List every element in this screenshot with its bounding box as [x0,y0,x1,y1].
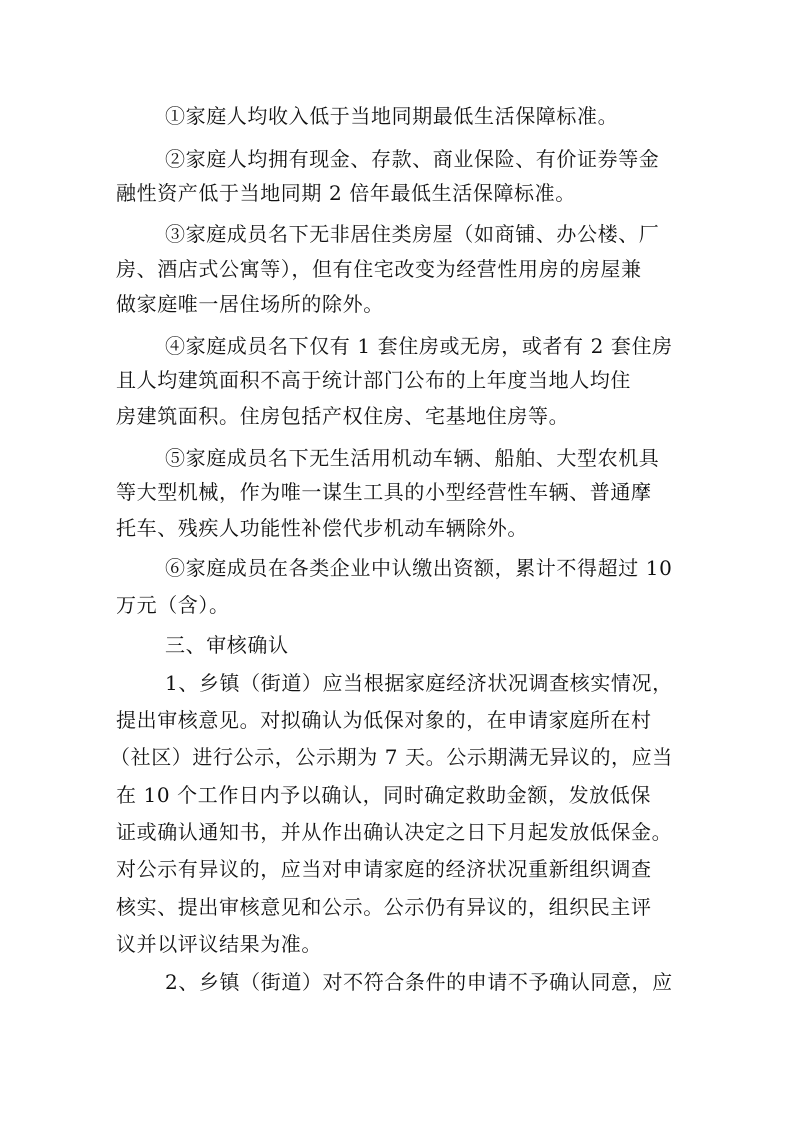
text-line: 房、酒店式公寓等），但有住宅改变为经营性用房的房屋兼 [116,257,642,281]
text-line: 房建筑面积。住房包括产权住房、宅基地住房等。 [116,404,570,428]
text-line: ⑤家庭成员名下无生活用机动车辆、船舶、大型农机具 [165,446,660,470]
text-line: 在 10 个工作日内予以确认，同时确定救助金额，发放低保 [116,783,651,807]
text-line: 且人均建筑面积不高于统计部门公布的上年度当地人均住 [116,368,631,392]
text-line: （社区）进行公示，公示期为 7 天。公示期满无异议的，应当 [110,745,673,769]
text-line: ④家庭成员名下仅有 1 套住房或无房，或者有 2 套住房 [165,334,673,358]
text-line: 提出审核意见。对拟确认为低保对象的，在申请家庭所在村 [116,708,652,732]
text-line: 万元（含）。 [116,593,230,617]
text-line: 1、乡镇（街道）应当根据家庭经济状况调查核实情况， [165,671,673,695]
section-heading: 三、审核确认 [165,633,289,657]
text-line: 议并以评议结果为准。 [116,932,322,956]
text-line: 证或确认通知书，并从作出确认决定之日下月起发放低保金。 [116,820,673,844]
text-line: ⑥家庭成员在各类企业中认缴出资额，累计不得超过 10 [165,556,673,580]
text-line: ③家庭成员名下无非居住类房屋（如商铺、办公楼、厂 [165,222,660,246]
text-line: 做家庭唯一居住场所的除外。 [116,292,384,316]
text-line: ②家庭人均拥有现金、存款、商业保险、有价证券等金 [165,147,660,171]
text-line: 核实、提出审核意见和公示。公示仍有异议的，组织民主评 [116,895,652,919]
text-line: 对公示有异议的，应当对申请家庭的经济状况重新组织调查 [116,857,652,881]
text-line: ①家庭人均收入低于当地同期最低生活保障标准。 [165,104,619,128]
text-line: 托车、残疾人功能性补偿代步机动车辆除外。 [116,516,528,540]
text-line: 融性资产低于当地同期 2 倍年最低生活保障标准。 [116,181,576,205]
text-line: 等大型机械，作为唯一谋生工具的小型经营性车辆、普通摩 [116,480,652,504]
text-line: 2、乡镇（街道）对不符合条件的申请不予确认同意，应 [165,970,673,994]
